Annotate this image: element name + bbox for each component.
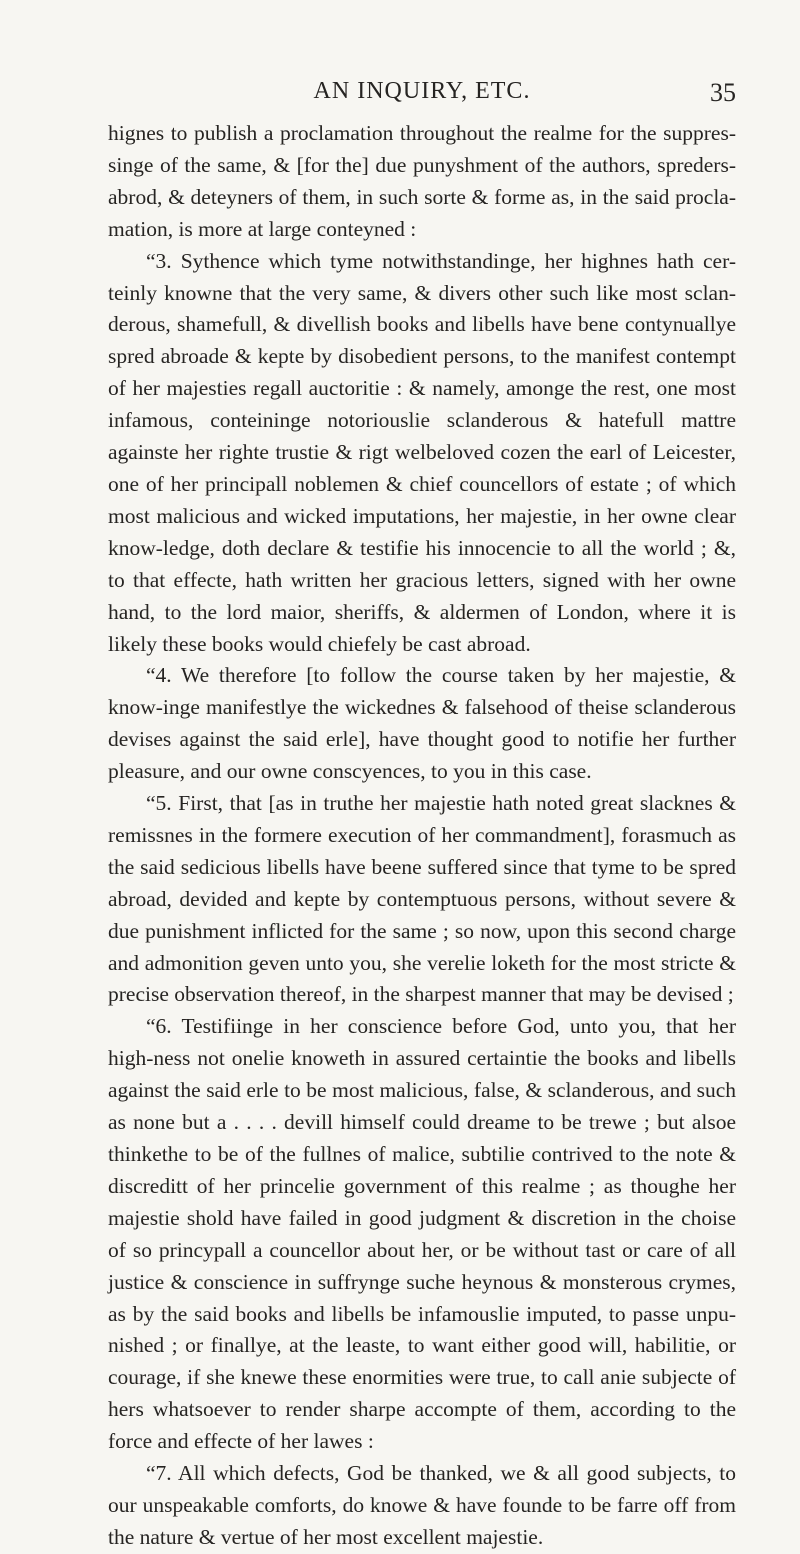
paragraph-4: “4. We therefore [to follow the course taken by her majestie, & know-inge manifestlye the wickednes & falsehood of theise sclanderous devises against the said erle], have thought good to notifie her further pleasure, and our owne conscyences, to you in this case. bbox=[108, 663, 736, 784]
body-text bbox=[108, 118, 736, 1554]
paragraph-continuation: hignes to publish a proclamation throughout the realme for the suppres-singe of the same, & [for the] due punyshment of the authors, spreders-abrod, & deteyners of them, in such sorte & forme as, in the said procla-mation, is more at large conteyned : bbox=[108, 121, 736, 241]
paragraph-6: “6. Testifiinge in her conscience before God, unto you, that her high-ness not onelie knoweth in assured certaintie the books and libells against the said erle to be most malicious, false, & sclanderous, and such as none but a . . . . devill himself could dreame to be trewe ; but alsoe thinkethe to be of the fullnes of malice, subtilie contrived to the note & discreditt of her princelie government of this realme ; as thoughe her majestie shold have failed in good judgment & discretion in the choise of so princypall a councellor about her, or be without tast or care of all justice & conscience in suffrynge suche heynous & monsterous crymes, as by the said books and libells be infamouslie imputed, to passe unpu-nished ; or finallye, at the leaste, to want either good will, habilitie, or courage, if she knewe these enormities were true, to call anie subjecte of hers whatsoever to render sharpe accompte of them, according to the force and effecte of her lawes : bbox=[108, 1014, 736, 1454]
paragraph-3: “3. Sythence which tyme notwithstandinge, her highnes hath cer-teinly knowne that the very same, & divers other such like most sclan-derous, shamefull, & divellish books and libells have bene contynuallye spred abroade & kepte by disobedient persons, to the manifest contempt of her majesties regall auctoritie : & namely, amonge the rest, one most infamous, conteininge notoriouslie sclanderous & hatefull mattre againste her righte trustie & rigt welbeloved cozen the earl of Leicester, one of her principall noblemen & chief councellors of estate ; of which most malicious and wicked imputations, her majestie, in her owne clear know-ledge, doth declare & testifie his innocencie to all the world ; &, to that effecte, hath written her gracious letters, signed with her owne hand, to the lord maior, sheriffs, & aldermen of London, where it is likely these books would chiefely be cast abroad. bbox=[108, 248, 736, 656]
running-head: AN INQUIRY, ETC. bbox=[313, 78, 531, 104]
paragraph-7: “7. All which defects, God be thanked, we & all good subjects, to our unspeakable comforts, do knowe & have founde to be farre off from the nature & vertue of her most excellent majestie. bbox=[108, 1461, 736, 1549]
page-header bbox=[108, 78, 736, 118]
paragraph-5: “5. First, that [as in truthe her majestie hath noted great slacknes & remissnes in the formere execution of her commandment], forasmuch as the said sedicious libells have beene suffered since that tyme to be spred abroad, devided and kepte by contemptuous persons, without severe & due punishment inflicted for the same ; so now, upon this second charge and admonition geven unto you, she verelie loketh for the most stricte & precise observation thereof, in the sharpest manner that may be devised ; bbox=[108, 791, 736, 1007]
page-number: 35 bbox=[710, 78, 736, 107]
